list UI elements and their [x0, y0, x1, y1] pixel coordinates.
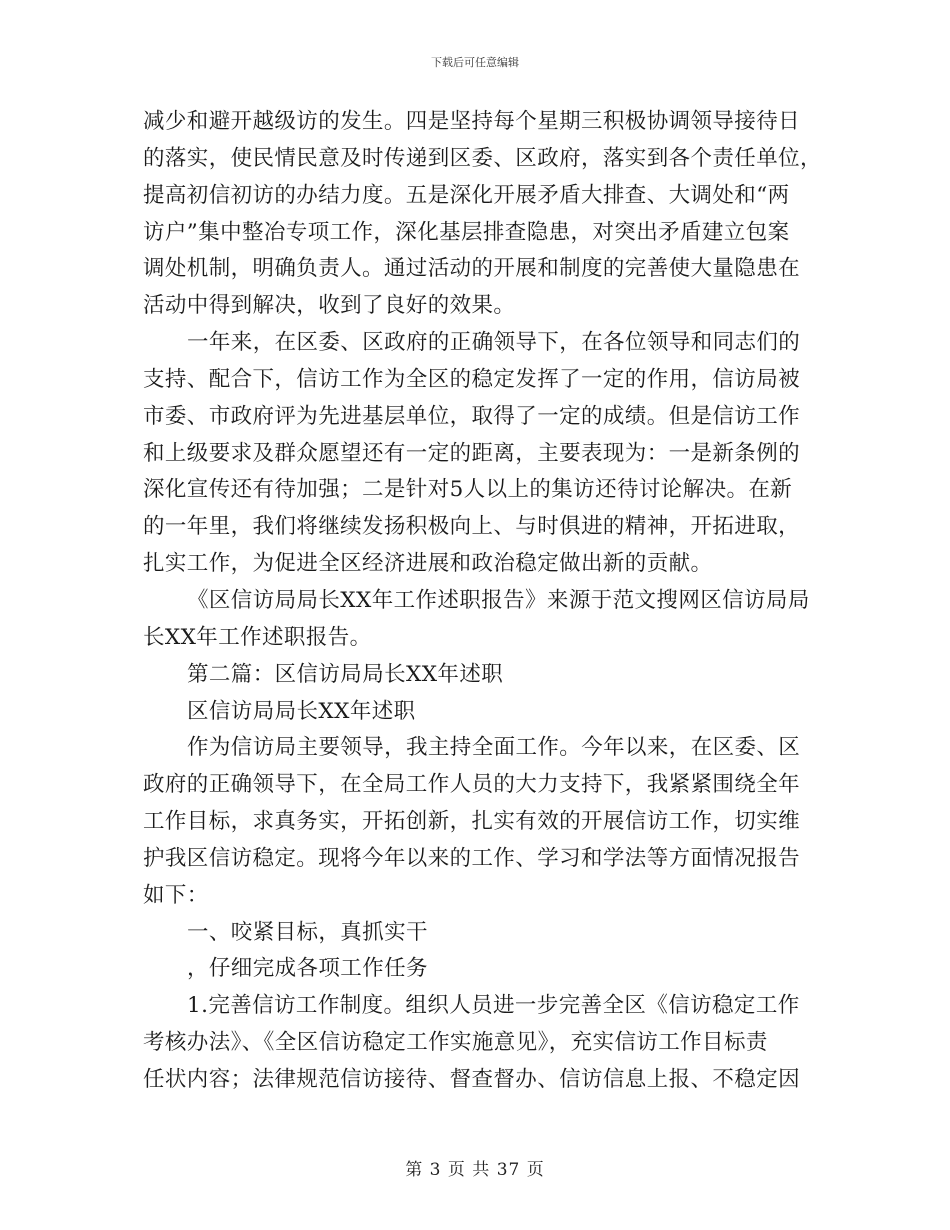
- page-header-note: 下载后可任意编辑: [431, 56, 519, 69]
- text-line: 支持、配合下，信访工作为全区的稳定发挥了一定的作用，信访局被: [143, 366, 801, 392]
- text-line: 长XX年工作述职报告。: [143, 624, 372, 650]
- text-line: 如下：: [143, 882, 209, 908]
- text-line: ，仔细完成各项工作任务: [187, 956, 428, 982]
- page-number: 第 3 页 共 37 页: [405, 1160, 545, 1180]
- text-line: 访户”集中整冶专项工作，深化基层排查隐患，对突出矛盾建立包案: [143, 219, 790, 245]
- text-line: 工作目标，求真务实，开拓创新，扎实有效的开展信访工作，切实维: [143, 809, 801, 835]
- text-line: 提高初信初访的办结力度。五是深化开展矛盾大排查、大调处和“两: [143, 182, 790, 208]
- text-line: 的落实，使民情民意及时传递到区委、区政府，落实到各个责任单位，: [143, 145, 822, 171]
- text-line: 作为信访局主要领导，我主持全面工作。今年以来，在区委、区: [187, 735, 801, 761]
- text-line: 第二篇：区信访局局长XX年述职: [187, 661, 504, 687]
- text-line: 的一年里，我们将继续发扬积极向上、与时俱进的精神，开拓进取，: [143, 514, 801, 540]
- text-line: 扎实工作，为促进全区经济进展和政治稳定做出新的贡献。: [143, 551, 713, 577]
- text-line: 考核办法》、《全区信访稳定工作实施意见》，充实信访工作目标责: [143, 1030, 768, 1056]
- text-line: 减少和避开越级访的发生。四是坚持每个星期三积极协调领导接待日: [143, 109, 801, 134]
- text-line: 政府的正确领导下，在全局工作人员的大力支持下，我紧紧围绕全年: [143, 772, 801, 798]
- text-line: 活动中得到解决，收到了良好的效果。: [143, 293, 516, 319]
- text-line: 区信访局局长XX年述职: [187, 698, 416, 724]
- text-line: 一、咬紧目标，真抓实干: [187, 919, 428, 945]
- text-line: 市委、市政府评为先进基层单位，取得了一定的成绩。但是信访工作: [143, 403, 801, 429]
- text-line: 护我区信访稳定。现将今年以来的工作、学习和学法等方面情况报告: [143, 845, 801, 871]
- text-line: 一年来，在区委、区政府的正确领导下，在各位领导和同志们的: [187, 330, 801, 356]
- text-line: 和上级要求及群众愿望还有一定的距离，主要表现为：一是新条例的: [143, 440, 801, 466]
- text-line: 1.完善信访工作制度。组织人员进一步完善全区《信访稳定工作: [187, 993, 800, 1019]
- text-line: 任状内容；法律规范信访接待、督查督办、信访信息上报、不稳定因: [143, 1066, 801, 1092]
- text-line: 深化宣传还有待加强；二是针对5人以上的集访还待讨论解决。在新: [143, 477, 793, 503]
- text-line: 调处机制，明确负责人。通过活动的开展和制度的完善使大量隐患在: [143, 256, 801, 282]
- document-body: [143, 104, 822, 1099]
- text-line: 《区信访局局长XX年工作述职报告》来源于范文搜网区信访局局: [187, 587, 810, 613]
